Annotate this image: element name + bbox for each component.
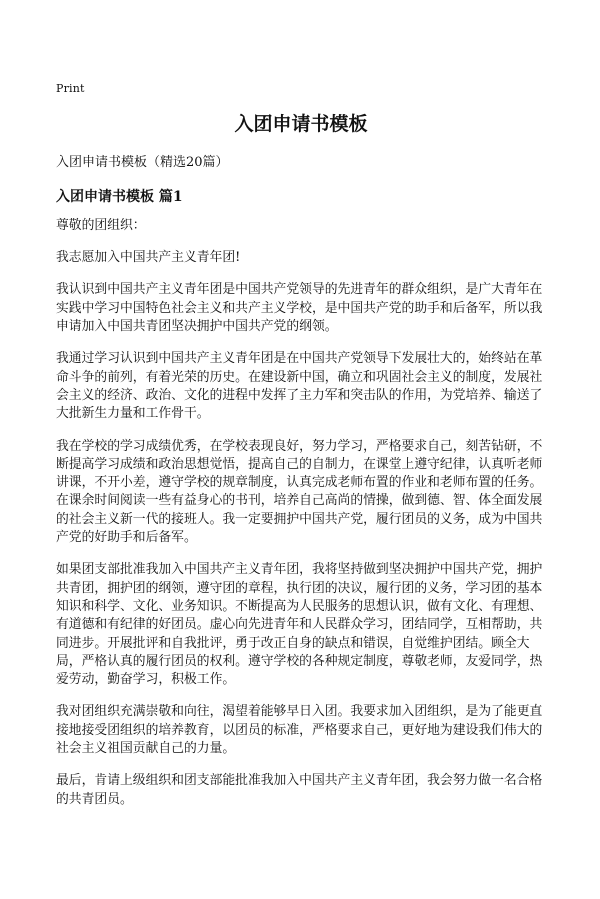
print-label: Print: [56, 82, 85, 95]
paragraph-6: 我对团组织充满崇敬和向往，渴望着能够早日入团。我要求加入团组织，是为了能更直接地接受团组织的培养教育，以团员的标准，严格要求自己，更好地为建设我们伟大的社会主义祖国贡献自己的力量。: [56, 704, 543, 756]
paragraph-4: 我在学校的学习成绩优秀，在学校表现良好，努力学习，严格要求自己，刻苦钻研，不断提高学习成绩和政治思想觉悟，提高自己的自制力，在课堂上遵守纪律，认真听老师讲课，不开小差，遵守学校的规章制度，认真完成老师布置的作业和老师布置的任务。在课余时间阅读一些有益身心的书刊，培养自己高尚的情操，做到德、智、体全面发展的社会主义新一代的接班人。我一定要拥护中国共产党，履行团员的义务，成为中国共产党的好助手和后备军。: [56, 438, 543, 546]
document-subtitle: 入团申请书模板（精选20篇）: [56, 154, 229, 170]
paragraph-1: 我志愿加入中国共产主义青年团!: [56, 250, 241, 266]
paragraph-7: 最后，肯请上级组织和团支部能批准我加入中国共产主义青年团，我会努力做一名合格的共青团员。: [56, 773, 543, 807]
paragraph-3: 我通过学习认识到中国共产主义青年团是在中国共产党领导下发展壮大的，始终站在革命斗争的前列，有着光荣的历史。在建设新中国，确立和巩固社会主义的制度，发展社会主义的经济、政治、文化的进程中发挥了主力军和突击队的作用，为党培养、输送了大批新生力量和工作骨干。: [56, 351, 543, 422]
paragraph-5: 如果团支部批准我加入中国共产主义青年团，我将坚持做到坚决拥护中国共产党，拥护共青团，拥护团的纲领，遵守团的章程，执行团的决议，履行团的义务，学习团的基本知识和科学、文化、业务知识。不断提高为人民服务的思想认识，做有文化、有理想、有道德和有纪律的好团员。虚心向先进青年和人民群众学习，团结同学，互相帮助，共同进步。开展批评和自我批评，勇于改正自身的缺点和错误，自觉维护团结。顾全大局，严格认真的履行团员的权利。遵守学校的各种规定制度，尊敬老师，友爱同学，热爱劳动，勤奋学习，积极工作。: [56, 562, 543, 688]
section-heading: 入团申请书模板 篇1: [56, 188, 183, 205]
salutation: 尊敬的团组织：: [56, 217, 146, 233]
paragraph-2: 我认识到中国共产主义青年团是中国共产党领导的先进青年的群众组织，是广大青年在实践中学习中国特色社会主义和共产主义学校，是中国共产党的助手和后备军，所以我申请加入中国共青团坚决拥护中国共产党的纲领。: [56, 282, 543, 335]
document-title: 入团申请书模板: [234, 113, 368, 135]
